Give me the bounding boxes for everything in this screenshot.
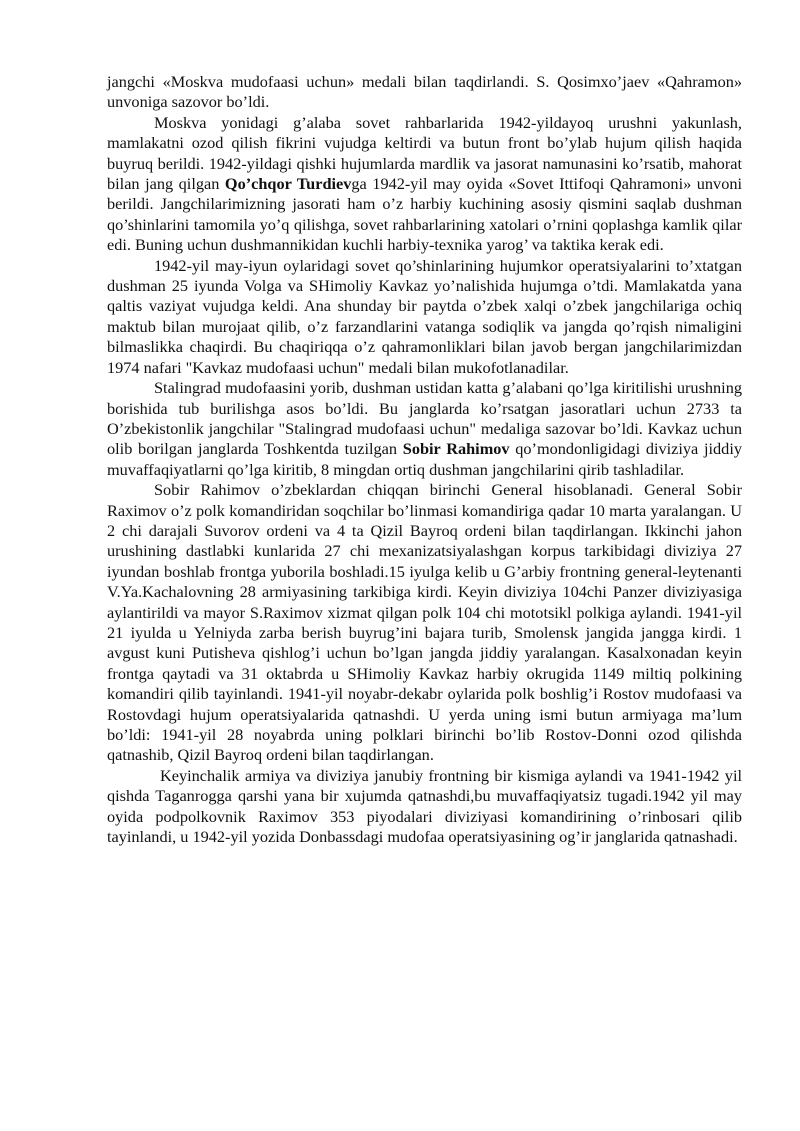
paragraph-1942-operations: 1942-yil may-iyun oylaridagi sovet qo’shinlarining hujumkor operatsiyalarini to’xtatgan dushman 25 iyunda Volga va SHimoliy Kavkaz yo’nalishida hujumga o’tdi. Mamlakatda yana qaltis vaziyat vujudga keldi. Ana shunday bir paytda o’zbek xalqi o’zbek jangchilariga ochiq maktub bilan murojaat qilib, o’z farzandlarini vatanga sodiqlik va jangda qo’rqish nimaligini bilmaslikka chaqirdi. Bu chaqiriqqa o’z qahramonliklari bilan javob bergan jangchilarimizdan 1974 nafari "Kavkaz mudofaasi uchun" medali bilan mukofotlanadilar. <box>107 255 742 377</box>
document-page <box>107 72 742 847</box>
paragraph-moscow-victory-text-end: ga 1942-yil may oyida «Sovet Ittifoqi Qahramoni» unvoni berildi. Jangchilarimizning jasorati ham o’z harbiy kuchining asosiy qismini saqlab dushman qo’shinlarini tamomila yo’q qilishga, sovet rahbarlarining xatolari o’rnini qoplashga kamlik qilar edi. Buning uchun dushmannikidan kuchli harbiy-texnika yarog’ va taktika kerak edi. <box>107 174 742 255</box>
name-qochqor-turdiev: Qo’chqor Turdiev <box>224 174 352 194</box>
paragraph-general-rahimov: Sobir Rahimov o’zbeklardan chiqqan birinchi General hisoblanadi. General Sobir Raximov o’z polk komandiridan soqchilar bo’linmasi komandiriga qadar 10 marta yaralangan. U 2 chi darajali Suvorov ordeni va 4 ta Qizil Bayroq ordeni bilan taqdirlangan. Ikkinchi jahon urushining dastlabki kunlarida 27 chi mexanizatsiyalashgan korpus tarkibidagi diviziya 27 iyundan boshlab frontga yuborila boshladi.15 iyulga kelib u G’arbiy frontning general-leytenanti V.Ya.Kachalovning 28 armiyasining tarkibiga kirdi. Keyin diviziya 104chi Panzer diviziyasiga aylantirildi va mayor S.Raximov xizmat qilgan polk 104 chi mototsikl polkiga aylandi. 1941-yil 21 iyulda u Yelniyda zarba berish buyrug’ini bajara turib, Smolensk jangida jangga kirdi. 1 avgust kuni Putisheva qishlog’i uchun bo’lgan jangda jiddiy yaralangan. Kasalxonadan keyin frontga qaytadi va 31 oktabrda u SHimoliy Kavkaz harbiy okrugida 1149 miltiq polkining komandiri qilib tayinlandi. 1941-yil noyabr-dekabr oylarida polk boshlig’i Rostov mudofaasi va Rostovdagi hujum operatsiyalarida qatnashdi. U yerda uning ismi butun armiyaga ma’lum bo’ldi: 1941-yil 28 noyabrda uning polklari birinchi bo’lib Rostov-Donni ozod qilishda qatnashib, Qizil Bayroq ordeni bilan taqdirlangan. <box>107 480 742 765</box>
paragraph-stalingrad <box>107 378 742 480</box>
paragraph-medal-continuation: jangchi «Moskva mudofaasi uchun» medali bilan taqdirlandi. S. Qosimxo’jaev «Qahramon» unvoniga sazovor bo’ldi. <box>107 72 742 112</box>
paragraph-stalingrad-text-end: qo’mondonligidagi diviziya jiddiy muvaffaqiyatlarni qo’lga kiritib, 8 mingdan ortiq dushman jangchilarini qirib tashladilar. <box>107 439 742 479</box>
paragraph-moscow-victory-text-start: Moskva yonidagi g’alaba sovet rahbarlarida 1942-yildayoq urushni yakunlash, mamlakatni ozod qilish fikrini vujudga keltirdi va butun front bo’ylab hujum qilish haqida buyruq berildi. 1942-yildagi qishki hujumlarda mardlik va jasorat namunasini ko’rsatib, mahorat bilan jang qilgan <box>107 112 742 194</box>
paragraph-stalingrad-text-start: Stalingrad mudofaasini yorib, dushman ustidan katta g’alabani qo’lga kiritilishi urushning borishida tub burilishga asos bo’ldi. Bu janglarda ko’rsatgan jasoratlari uchun 2733 ta O’zbekistonlik jangchilar "Stalingrad mudofaasi uchun" medaliga sazovar bo’ldi. Kavkaz uchun olib borilgan janglarda Toshkentda tuzilgan <box>107 378 742 459</box>
paragraph-southern-front: Keyinchalik armiya va diviziya janubiy frontning bir kismiga aylandi va 1941-1942 yil qishda Taganrogga qarshi yana bir xujumda qatnashdi,bu muvaffaqiyatsiz tugadi.1942 yil may oyida podpolkovnik Raximov 353 piyodalari diviziyasi komandirining o’rinbosari qilib tayinlandi, u 1942-yil yozida Donbassdagi mudofaa operatsiyasining og’ir janglarida qatnashadi. <box>107 765 742 847</box>
paragraph-moscow-victory <box>107 113 742 256</box>
name-sobir-rahimov: Sobir Rahimov <box>402 439 510 459</box>
